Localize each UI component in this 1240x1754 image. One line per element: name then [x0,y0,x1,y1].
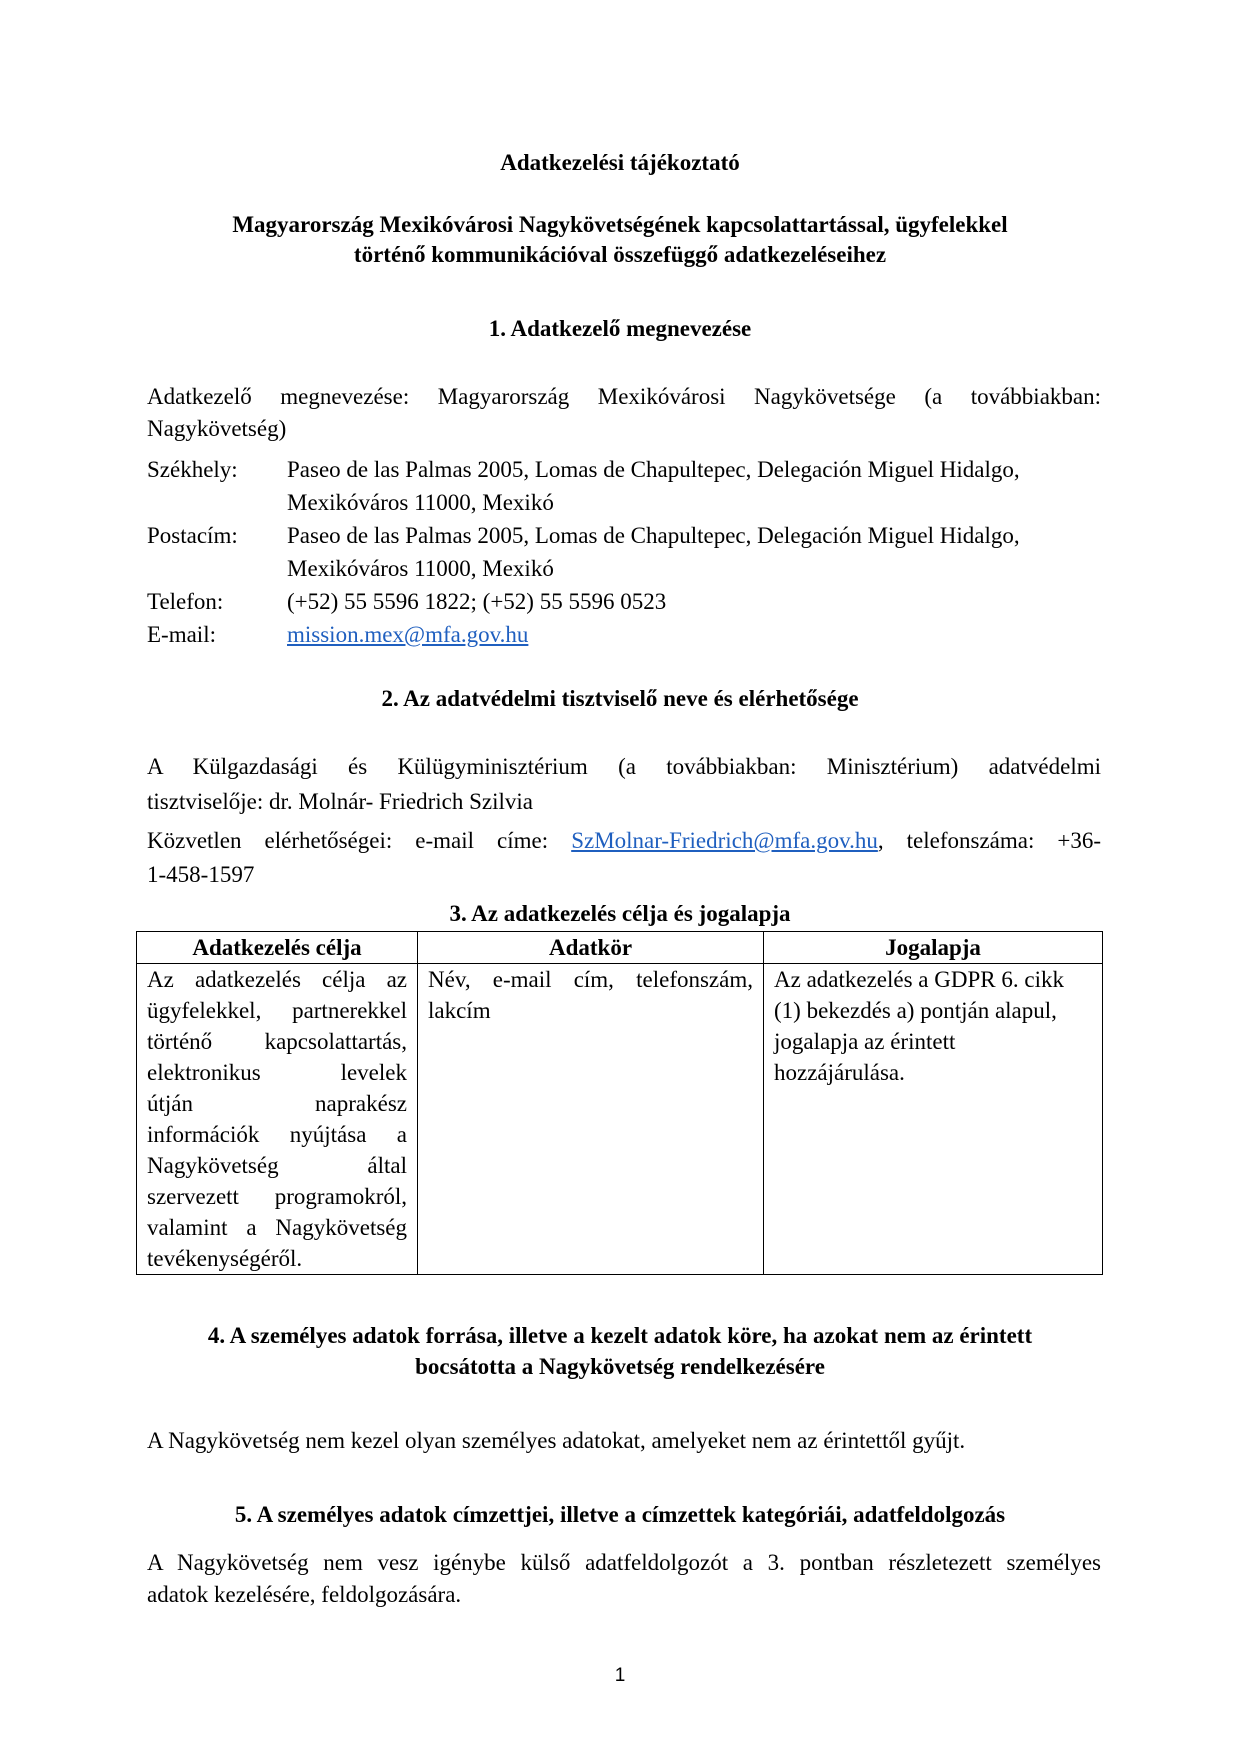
contact-prefix: Közvetlen elérhetőségei: e-mail címe: [147,828,572,853]
detail-value: Mexikóváros 11000, Mexikó [287,490,554,515]
section5-heading: 5. A személyes adatok címzettjei, illetve a címzettek kategóriái, adatfeldolgozás [234,1502,1006,1527]
cell-line: valamint a Nagykövetség [147,1215,407,1240]
page-number: 1 [614,1665,626,1686]
section1-intro-line1: Adatkezelő megnevezése: Magyarország Mexikóvárosi Nagykövetsége (a továbbiakban: [147,384,1101,409]
section4-body: A Nagykövetség nem kezel olyan személyes adatokat, amelyeket nem az érintettől gyűjt. [147,1428,966,1453]
cell-line: Az adatkezelés célja az [147,967,407,992]
section4-heading-line2: bocsátotta a Nagykövetség rendelkezésére [415,1354,825,1379]
cell-line: történő kapcsolattartás, [147,1029,407,1054]
table-header-cell: Adatkezelés célja [137,932,418,964]
document-title: Adatkezelési tájékoztató [500,150,740,175]
section1-heading: 1. Adatkezelő megnevezése [488,316,752,341]
contact-suffix: , telefonszáma: +36- [877,828,1102,853]
cell-line: lakcím [428,998,491,1023]
cell-line: információk nyújtása a [147,1122,407,1147]
detail-value: (+52) 55 5596 1822; (+52) 55 5596 0523 [287,589,667,614]
document-subtitle-line2: történő kommunikációval összefüggő adatkezeléseihez [353,242,887,267]
section5-body-line2: adatok kezelésére, feldolgozására. [147,1582,462,1607]
table-cell-data-scope [418,964,764,1275]
cell-line: hozzájárulása. [774,1060,905,1085]
detail-row-seat [147,453,1020,519]
cell-line: (1) bekezdés a) pontján alapul, [774,998,1057,1023]
section4-heading-line1: 4. A személyes adatok forrása, illetve a kezelt adatok köre, ha azokat nem az érintett [207,1323,1033,1348]
table-row [137,964,1103,1275]
section2-para2-line1 [147,825,1101,857]
section2-para1-line1: A Külgazdasági és Külügyminisztérium (a továbbiakban: Minisztérium) adatvédelmi [147,754,1101,779]
section5-body-line1: A Nagykövetség nem vesz igénybe külső adatfeldolgozót a 3. pontban részletezett személyes [147,1550,1101,1575]
detail-label: Postacím: [147,523,238,548]
section2-heading: 2. Az adatvédelmi tisztviselő neve és elérhetősége [381,686,859,711]
section1-intro-line2: Nagykövetség) [147,416,287,441]
dpo-email-link[interactable]: SzMolnar-Friedrich@mfa.gov.hu [571,828,878,853]
section2-para2-line2: 1-458-1597 [147,862,255,887]
table-header-row [137,932,1103,964]
cell-line: Az adatkezelés a GDPR 6. cikk [774,967,1064,992]
table-cell-purpose [137,964,418,1275]
detail-label: Telefon: [147,589,224,614]
purpose-table [136,931,1103,1275]
controller-details [147,453,1020,651]
cell-line: ügyfelekkel, partnerekkel [147,998,407,1023]
document-subtitle-line1: Magyarország Mexikóvárosi Nagykövetségének kapcsolattartással, ügyfelekkel [232,212,1008,237]
section3-heading: 3. Az adatkezelés célja és jogalapja [449,901,791,926]
cell-line: jogalapja az érintett [774,1029,956,1054]
detail-row-email [147,618,1020,651]
cell-line: tevékenységéről. [147,1246,303,1271]
detail-value: Mexikóváros 11000, Mexikó [287,556,554,581]
detail-row-postal [147,519,1020,585]
table-header-cell: Adatkör [418,932,764,964]
table-cell-legal-basis [764,964,1103,1275]
cell-line: Név, e-mail cím, telefonszám, [428,967,753,992]
detail-row-phone [147,585,1020,618]
section2-para1-line2: tisztviselője: dr. Molnár- Friedrich Szilvia [147,789,533,814]
table-header-cell: Jogalapja [764,932,1103,964]
cell-line: Nagykövetség által [147,1153,407,1178]
cell-line: szervezett programokról, [147,1184,407,1209]
detail-value: Paseo de las Palmas 2005, Lomas de Chapultepec, Delegación Miguel Hidalgo, [287,457,1020,482]
controller-email-link[interactable]: mission.mex@mfa.gov.hu [287,622,529,647]
detail-label: Székhely: [147,457,238,482]
detail-value: Paseo de las Palmas 2005, Lomas de Chapultepec, Delegación Miguel Hidalgo, [287,523,1020,548]
cell-line: útján naprakész [147,1091,407,1116]
detail-label: E-mail: [147,622,216,647]
cell-line: elektronikus levelek [147,1060,407,1085]
